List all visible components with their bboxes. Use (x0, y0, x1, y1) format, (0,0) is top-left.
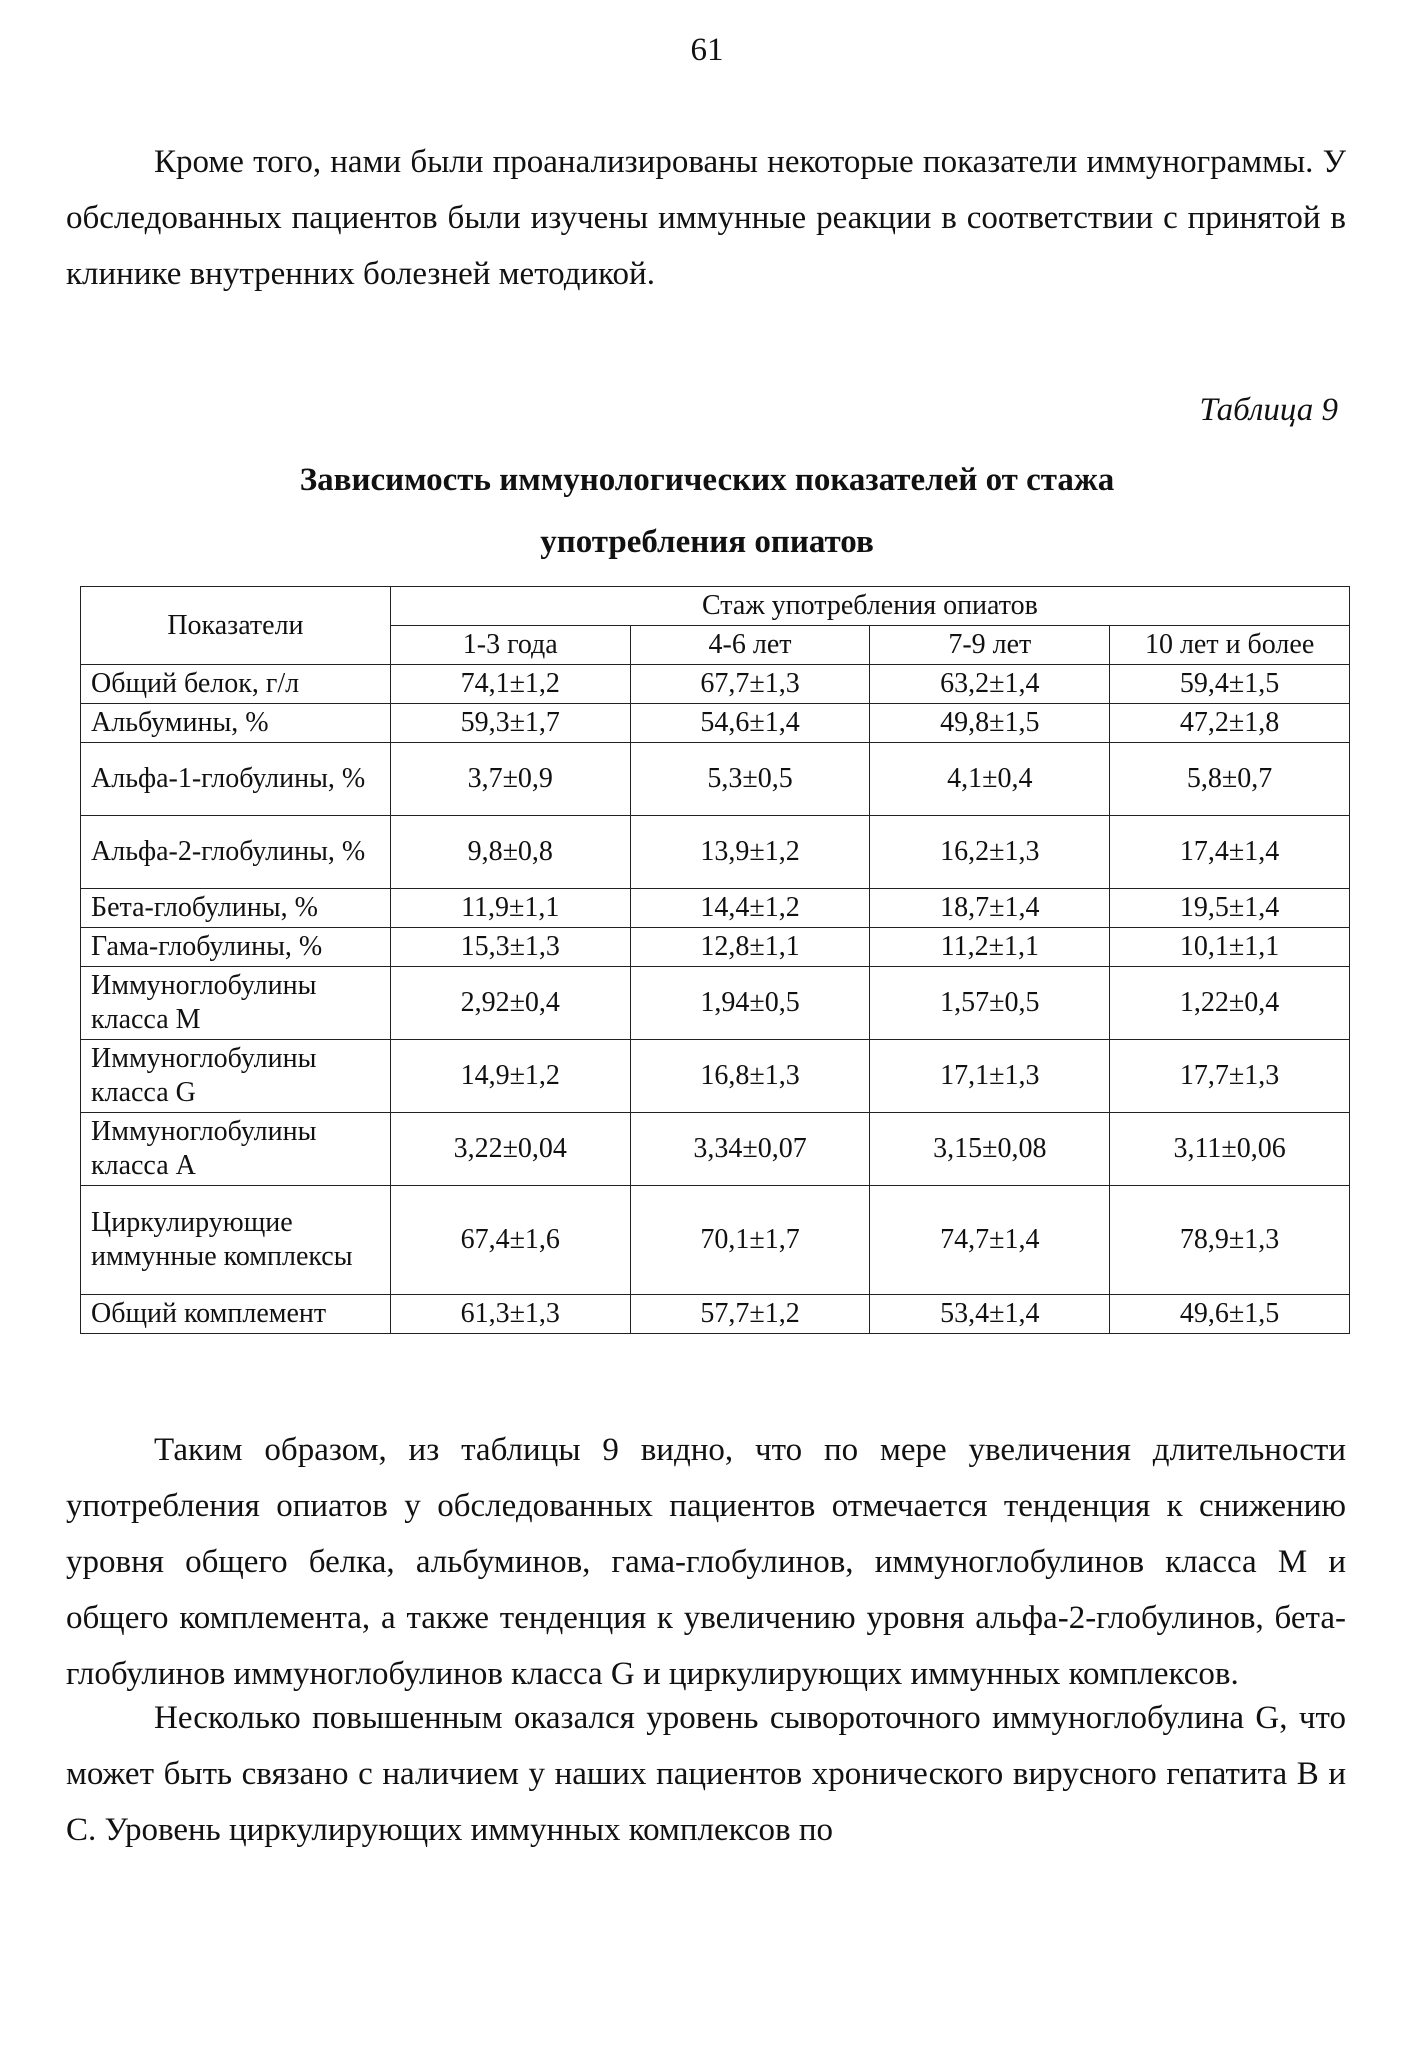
table-row (81, 665, 1350, 704)
table-cell: 57,7±1,2 (630, 1295, 870, 1334)
row-label: Общий белок, г/л (81, 665, 391, 704)
table-cell: 12,8±1,1 (630, 928, 870, 967)
table-row (81, 743, 1350, 816)
row-label: Гама-глобулины, % (81, 928, 391, 967)
table-cell: 54,6±1,4 (630, 704, 870, 743)
table-cell: 10,1±1,1 (1110, 928, 1350, 967)
conclusion-paragraph: Таким образом, из таблицы 9 видно, что по мере увеличения длительности употребления опиатов у обследованных пациентов отмечается тенденция к снижению уровня общего белка, альбуминов, гама-глобулинов, иммуноглобулинов класса М и общего комплемента, а также тенденция к увеличению уровня альфа-2-глобулинов, бета-глобулинов иммуноглобулинов класса G и циркулирующих иммунных комплексов. (66, 1432, 1346, 1692)
table-cell: 1,22±0,4 (1110, 967, 1350, 1040)
table-row (81, 1113, 1350, 1186)
table-cell: 15,3±1,3 (390, 928, 630, 967)
table-cell: 17,1±1,3 (870, 1040, 1110, 1113)
table-cell: 49,6±1,5 (1110, 1295, 1350, 1334)
table-cell: 3,15±0,08 (870, 1113, 1110, 1186)
data-table (80, 586, 1350, 1334)
table-row (81, 928, 1350, 967)
table-cell: 5,8±0,7 (1110, 743, 1350, 816)
header-group: Стаж употребления опиатов (390, 587, 1349, 626)
table-row (81, 1040, 1350, 1113)
table-cell: 3,11±0,06 (1110, 1113, 1350, 1186)
table-cell: 19,5±1,4 (1110, 889, 1350, 928)
table-cell: 74,7±1,4 (870, 1186, 1110, 1295)
table-cell: 78,9±1,3 (1110, 1186, 1350, 1295)
row-label: Альфа-2-глобулины, % (81, 816, 391, 889)
table-cell: 2,92±0,4 (390, 967, 630, 1040)
table-cell: 16,8±1,3 (630, 1040, 870, 1113)
table-cell: 13,9±1,2 (630, 816, 870, 889)
column-header: 7-9 лет (870, 626, 1110, 665)
row-label: Общий комплемент (81, 1295, 391, 1334)
table-cell: 16,2±1,3 (870, 816, 1110, 889)
table-title-line-2: употребления опиатов (540, 524, 874, 560)
column-header: 10 лет и более (1110, 626, 1350, 665)
table-cell: 74,1±1,2 (390, 665, 630, 704)
table-row (81, 1186, 1350, 1295)
page-number: 61 (690, 32, 724, 68)
table-cell: 17,4±1,4 (1110, 816, 1350, 889)
row-label: Иммуноглобулины класса G (81, 1040, 391, 1113)
table-row (81, 1295, 1350, 1334)
table-cell: 14,9±1,2 (390, 1040, 630, 1113)
table-cell: 11,9±1,1 (390, 889, 630, 928)
table-cell: 63,2±1,4 (870, 665, 1110, 704)
table-cell: 5,3±0,5 (630, 743, 870, 816)
table-row (81, 816, 1350, 889)
table-cell: 47,2±1,8 (1110, 704, 1350, 743)
table-cell: 3,22±0,04 (390, 1113, 630, 1186)
table-cell: 67,7±1,3 (630, 665, 870, 704)
table-title-line-1: Зависимость иммунологических показателей от стажа (299, 462, 1115, 498)
header-indicator: Показатели (81, 587, 391, 665)
row-label: Иммуноглобулины класса А (81, 1113, 391, 1186)
table-cell: 18,7±1,4 (870, 889, 1110, 928)
row-label: Иммуноглобулины класса М (81, 967, 391, 1040)
table-cell: 61,3±1,3 (390, 1295, 630, 1334)
intro-paragraph: Кроме того, нами были проанализированы некоторые показатели иммунограммы. У обследованных пациентов были изучены иммунные реакции в соответствии с принятой в клинике внутренних болезней методикой. (66, 144, 1346, 292)
table-cell: 4,1±0,4 (870, 743, 1110, 816)
column-header: 1-3 года (390, 626, 630, 665)
table-cell: 3,7±0,9 (390, 743, 630, 816)
table-cell: 53,4±1,4 (870, 1295, 1110, 1334)
row-label: Альфа-1-глобулины, % (81, 743, 391, 816)
table-cell: 59,3±1,7 (390, 704, 630, 743)
table-row (81, 889, 1350, 928)
table-cell: 3,34±0,07 (630, 1113, 870, 1186)
table-cell: 9,8±0,8 (390, 816, 630, 889)
table-cell: 70,1±1,7 (630, 1186, 870, 1295)
table-label: Таблица 9 (1199, 392, 1338, 428)
table-body (81, 665, 1350, 1334)
table-cell: 67,4±1,6 (390, 1186, 630, 1295)
column-header: 4-6 лет (630, 626, 870, 665)
table-cell: 59,4±1,5 (1110, 665, 1350, 704)
row-label: Альбумины, % (81, 704, 391, 743)
row-label: Циркулирующие иммунные комплексы (81, 1186, 391, 1295)
table-row (81, 704, 1350, 743)
table-cell: 11,2±1,1 (870, 928, 1110, 967)
table-cell: 1,57±0,5 (870, 967, 1110, 1040)
table-cell: 17,7±1,3 (1110, 1040, 1350, 1113)
table-cell: 1,94±0,5 (630, 967, 870, 1040)
table-row (81, 967, 1350, 1040)
table-header-row (81, 587, 1350, 626)
table-cell: 49,8±1,5 (870, 704, 1110, 743)
table-cell: 14,4±1,2 (630, 889, 870, 928)
row-label: Бета-глобулины, % (81, 889, 391, 928)
note-paragraph: Несколько повышенным оказался уровень сывороточного иммуноглобулина G, что может быть связано с наличием у наших пациентов хронического вирусного гепатита В и С. Уровень циркулирующих иммунных комплексов по (66, 1700, 1346, 1848)
